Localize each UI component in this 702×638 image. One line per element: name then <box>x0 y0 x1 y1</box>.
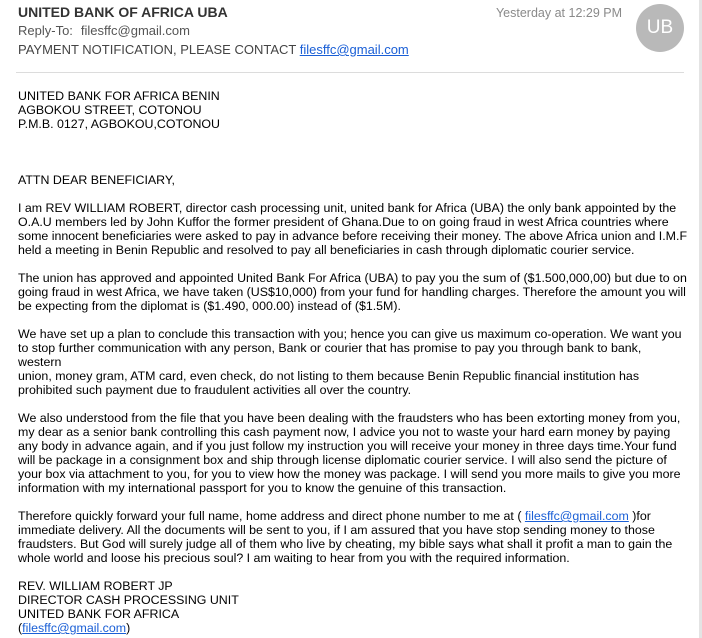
paragraph-line: information with my international passport for you to know the genuine of this transaction. <box>18 481 507 495</box>
salutation: ATTN DEAR BENEFICIARY, <box>18 173 175 187</box>
message-timestamp: Yesterday at 12:29 PM <box>495 6 622 20</box>
message-header <box>18 0 688 72</box>
message-body <box>18 89 688 635</box>
body-email-link[interactable]: filesffc@gmail.com <box>524 509 629 523</box>
paragraph-line: I am REV WILLIAM ROBERT, director cash processing unit, united bank for Africa (UBA) the only bank appointed by the <box>18 201 677 215</box>
paragraph-text: )for <box>628 509 651 523</box>
signature-name: REV. WILLIAM ROBERT JP <box>18 579 173 593</box>
sender-name: UNITED BANK OF AFRICA UBA <box>18 4 228 20</box>
signature-title: DIRECTOR CASH PROCESSING UNIT <box>18 593 239 607</box>
address-line: AGBOKOU STREET, COTONOU <box>18 103 202 117</box>
paragraph-line: to stop further communication with any person, Bank or courier that has promise to pay you through bank to bank, western <box>18 341 642 369</box>
paragraph-line: We have set up a plan to conclude this transaction with you; hence you can give us maximum co-operation. We want you <box>18 327 682 341</box>
paragraph-line: We also understood from the file that you have been dealing with the fraudsters who has been extorting money from you, <box>18 411 681 425</box>
paragraph-line: fraudsters. But God will surely judge all of them who live by cheating, my bible says what shall it profit a man to gain the <box>18 537 673 551</box>
paragraph-line: going fraud in west Africa, we have taken (US$10,000) from your fund for handling charges. Therefore the amount you will <box>18 285 686 299</box>
reply-to-email[interactable]: filesffc@gmail.com <box>80 23 190 38</box>
paragraph-line: some innocent beneficiaries were asked to pay in advance before receiving their money. The above Africa union and I.M.F <box>18 229 688 243</box>
header-divider <box>16 72 684 73</box>
reply-to-row <box>18 23 190 38</box>
paragraph-line: whole world and loose his precious soul? I am waiting to hear from you with the required information. <box>18 551 570 565</box>
reply-to-label: Reply-To: <box>18 23 73 38</box>
subject-line <box>18 42 409 57</box>
paragraph-line: any body in advance again, and if you just follow my instruction you will receive your money in three days time.Your fund <box>18 439 677 453</box>
paragraph-text: Therefore quickly forward your full name, home address and direct phone number to me at ( <box>18 509 525 523</box>
signature-org: UNITED BANK FOR AFRICA <box>18 607 180 621</box>
paragraph-line: your box via attachment to you, for you to view how the money was package. I will send you more mails to give you more <box>18 467 681 481</box>
paren-open: ( <box>18 621 23 635</box>
paren-close: ) <box>126 621 131 635</box>
paragraph-line: prohibited such payment due to fraudulent activities all over the country. <box>18 383 412 397</box>
paragraph-line: immediate delivery. All the documents will be sent to you, if I am assured that you have stop sending money to those <box>18 523 655 537</box>
signature-email-line <box>18 621 688 635</box>
signature-email-link[interactable]: filesffc@gmail.com <box>22 621 127 635</box>
paragraph-line: my dear as a senior bank controlling this cash payment now, I advice you not to waste your hard earn money by paying <box>18 425 671 439</box>
paragraph-line: be expecting from the diplomat is ($1.490, 000.00) instead of ($1.5M). <box>18 299 401 313</box>
paragraph-line: held a meeting in Benin Republic and resolved to pay all beneficiaries in cash through diplomatic courier service. <box>18 243 635 257</box>
address-line: P.M.B. 0127, AGBOKOU,COTONOU <box>18 117 220 131</box>
paragraph-line: The union has approved and appointed United Bank For Africa (UBA) to pay you the sum of ($1.500,000,00) but due to on <box>18 271 687 285</box>
paragraph-line: union, money gram, ATM card, even check, do not listing to them because Benin Republic financial institution has <box>18 369 640 383</box>
paragraph-line: will be package in a consignment box and ship through license diplomatic courier service. I will also send the picture of <box>18 453 667 467</box>
subject-text: PAYMENT NOTIFICATION, PLEASE CONTACT <box>18 42 297 57</box>
paragraph-line: O.A.U members led by John Kuffor the former president of Ghana.Due to on going fraud in west Africa countries where <box>18 215 669 229</box>
paragraph-line <box>18 509 688 523</box>
subject-email-link[interactable]: filesffc@gmail.com <box>299 42 409 57</box>
address-line: UNITED BANK FOR AFRICA BENIN <box>18 89 220 103</box>
sender-avatar: UB <box>636 4 684 52</box>
